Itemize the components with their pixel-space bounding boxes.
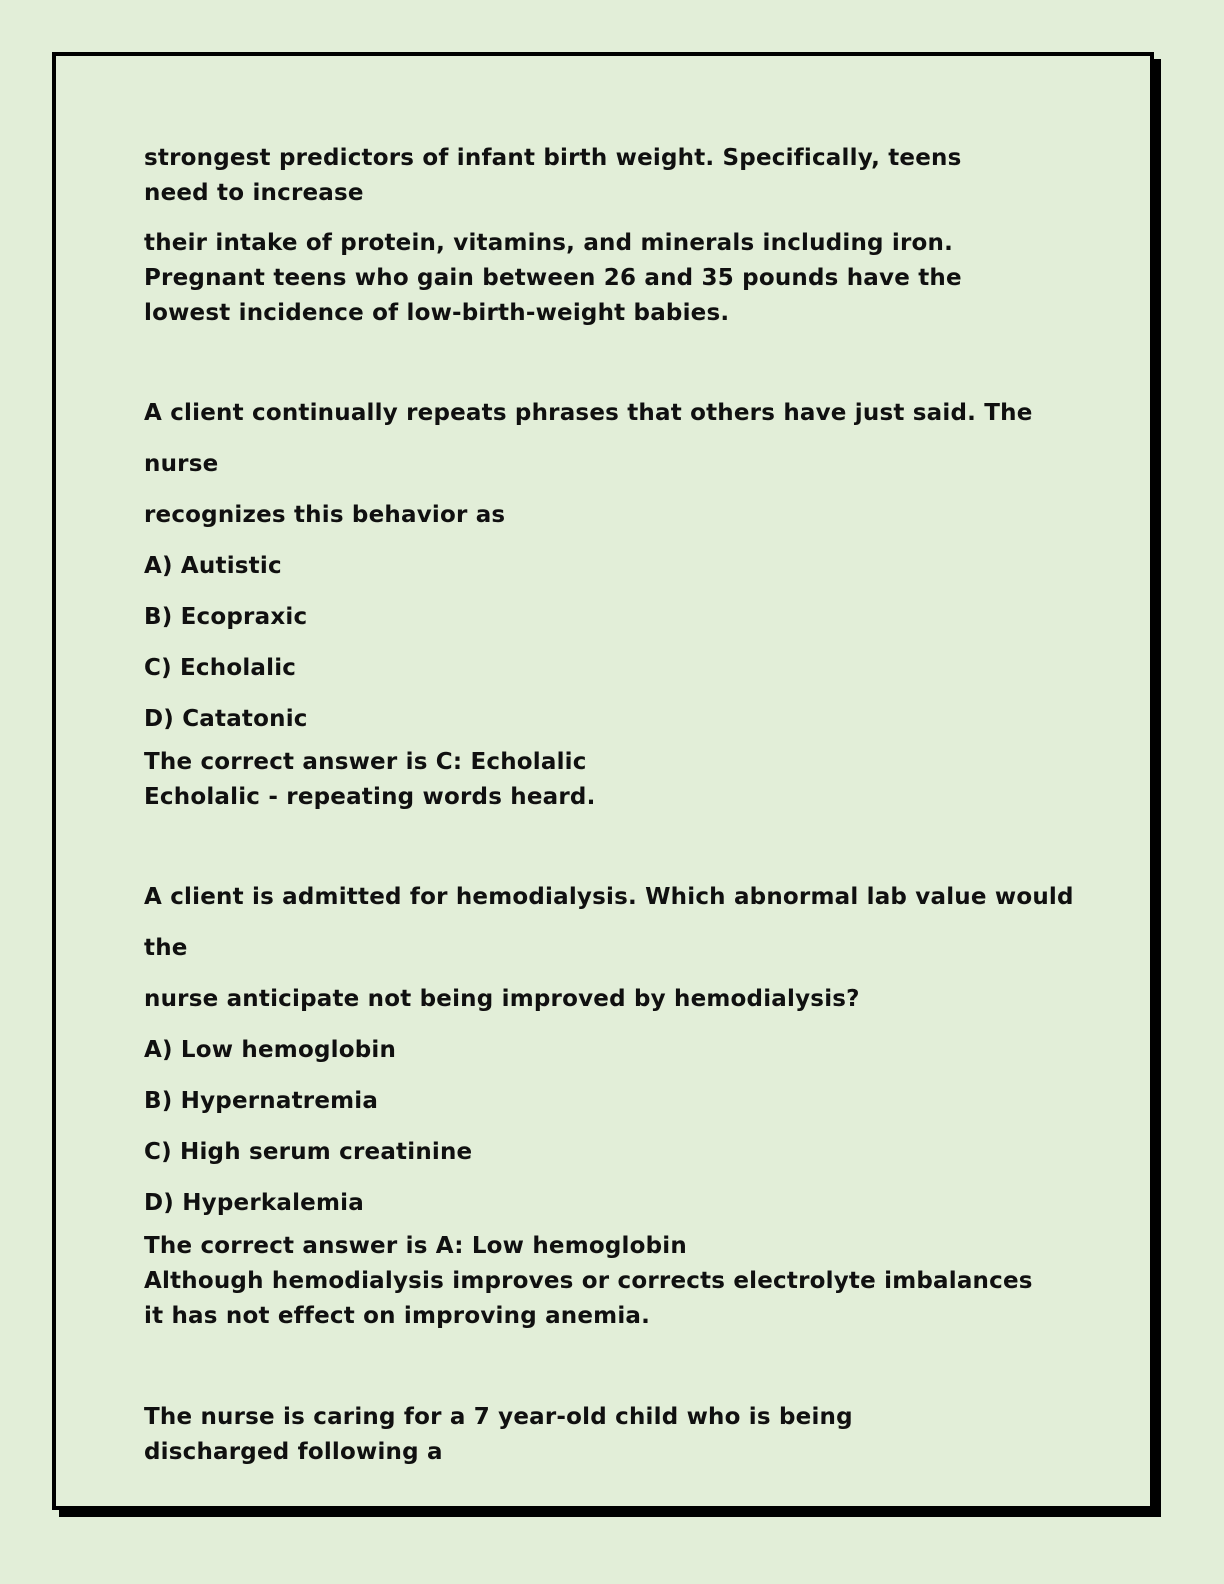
question-1 xyxy=(144,388,1084,815)
question-2-answer: The correct answer is A: Low hemoglobin xyxy=(144,1233,687,1259)
question-1-rationale: Echolalic - repeating words heard. xyxy=(144,784,596,810)
intro-line: strongest predictors of infant birth weight. Specifically, teens need to increase xyxy=(144,145,962,206)
question-2-option-d: D) Hyperkalemia xyxy=(144,1190,364,1216)
question-1-stem-line2: recognizes this behavior as xyxy=(144,502,506,528)
question-1-option-c: C) Echolalic xyxy=(144,655,297,681)
question-2-stem-line2: nurse anticipate not being improved by hemodialysis? xyxy=(144,986,860,1012)
question-2-option-c: C) High serum creatinine xyxy=(144,1139,473,1165)
question-1-answer: The correct answer is C: Echolalic xyxy=(144,749,587,775)
question-2-option-a: A) Low hemoglobin xyxy=(144,1037,397,1063)
intro-paragraph: their intake of protein, vitamins, and minerals including iron. Pregnant teens who gain between 26 and 35 pounds have the lowest incidence of low-birth-weight babies. xyxy=(144,230,962,326)
question-1-option-a: A) Autistic xyxy=(144,553,282,579)
question-2 xyxy=(144,872,1084,1334)
question-2-rationale: Although hemodialysis improves or corrects electrolyte imbalances it has not effect on improving anemia. xyxy=(144,1268,1033,1329)
question-2-option-b: B) Hypernatremia xyxy=(144,1088,379,1114)
question-1-option-b: B) Ecopraxic xyxy=(144,604,308,630)
question-1-stem-line1: A client continually repeats phrases that others have just said. The nurse xyxy=(144,400,1033,477)
trailing-question-stem: The nurse is caring for a 7 year-old child who is being discharged following a xyxy=(144,1404,853,1465)
question-2-stem-line1: A client is admitted for hemodialysis. Which abnormal lab value would the xyxy=(144,884,1074,961)
question-1-option-d: D) Catatonic xyxy=(144,706,308,732)
document-body xyxy=(144,141,1084,1470)
